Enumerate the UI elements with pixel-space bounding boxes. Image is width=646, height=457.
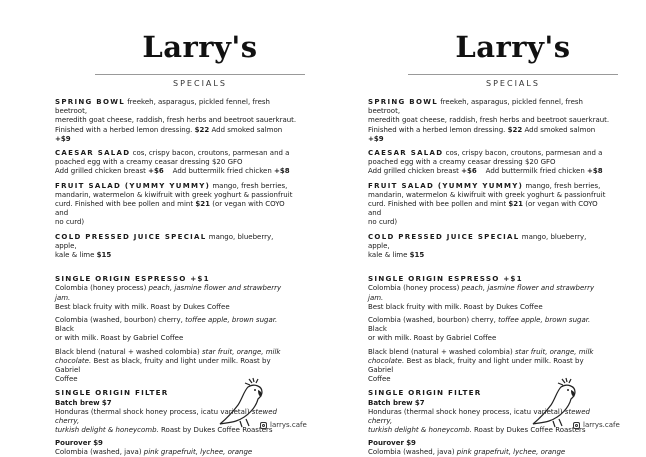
- specials-heading: SPECIALS: [486, 79, 540, 88]
- divider: [95, 74, 305, 75]
- filter-section: SINGLE ORIGIN FILTER Batch brew $7 Honduras (thermal shock honey process, icatu varietal) stewed cherry, turkish delight & honeycomb. Roast by Dukes Coffee Roasters Pourover $9 Colombia (washed, java) pink grapefruit, lychee, orange: [55, 388, 278, 456]
- logo: Larry's: [455, 30, 571, 64]
- menu-panel-right: [368, 0, 646, 457]
- filter-section: SINGLE ORIGIN FILTER Batch brew $7 Honduras (thermal shock honey process, icatu varietal) stewed cherry, turkish delight & honeycomb. Roast by Dukes Coffee Roasters Pourover $9 Colombia (washed, java) pink grapefruit, lychee, orange: [368, 388, 591, 456]
- divider: [408, 74, 618, 75]
- menu-item-fruit-salad: FRUIT SALAD (YUMMY YUMMY) mango, fresh berries, mandarin, watermelon & kiwifruit with greek yoghurt & passionfruit curd. Finished with bee pollen and mint $21 (or vegan with COYO and no curd): [368, 181, 606, 227]
- menu-panel-left: [55, 0, 345, 457]
- menu-item-cold-pressed-juice: COLD PRESSED JUICE SPECIAL mango, blueberry, apple, kale & lime $15: [368, 232, 587, 260]
- espresso-section: SINGLE ORIGIN ESPRESSO +$1 Colombia (honey process) peach, jasmine flower and strawberry jam. Best black fruity with milk. Roast by Dukes Coffee Colombia (washed, bourbon) cherry, toffee apple, brown sugar. Black or with milk. Roast by Gabriel Coffee Black blend (natural + washed colombia) star fruit, orange, milk chocolate. Best as black, fruity and light under milk. Roast by Gabriel Coffee: [368, 274, 595, 384]
- menu-item-caesar-salad: CAESAR SALAD cos, crispy bacon, croutons, parmesan and a poached egg with a creamy ceasar dressing $20 GFO Add grilled chicken breast +$6 Add buttermilk fried chicken +$8: [55, 149, 290, 176]
- menu-item-spring-bowl: SPRING BOWL freekeh, asparagus, pickled fennel, fresh beetroot, meredith goat cheese, raddish, fresh herbs and beetroot sauerkraut. Finished with a herbed lemon dressing. $22 Add smoked salmon +$9: [55, 98, 297, 143]
- menu-item-fruit-salad: FRUIT SALAD (YUMMY YUMMY) mango, fresh berries, mandarin, watermelon & kiwifruit with greek yoghurt & passionfruit curd. Finished with bee pollen and mint $21 (or vegan with COYO and no curd): [55, 181, 293, 227]
- menu-item-spring-bowl: SPRING BOWL freekeh, asparagus, pickled fennel, fresh beetroot, meredith goat cheese, raddish, fresh herbs and beetroot sauerkraut. Finished with a herbed lemon dressing. $22 Add smoked salmon +$9: [368, 98, 610, 143]
- instagram-handle[interactable]: larrys.cafe: [260, 421, 307, 429]
- logo: Larry's: [142, 30, 258, 64]
- instagram-icon: [573, 422, 580, 429]
- espresso-section: SINGLE ORIGIN ESPRESSO +$1 Colombia (honey process) peach, jasmine flower and strawberry jam. Best black fruity with milk. Roast by Dukes Coffee Colombia (washed, bourbon) cherry, toffee apple, brown sugar. Black or with milk. Roast by Gabriel Coffee Black blend (natural + washed colombia) star fruit, orange, milk chocolate. Best as black, fruity and light under milk. Roast by Gabriel Coffee: [55, 274, 282, 384]
- menu-item-caesar-salad: CAESAR SALAD cos, crispy bacon, croutons, parmesan and a poached egg with a creamy ceasar dressing $20 GFO Add grilled chicken breast +$6 Add buttermilk fried chicken +$8: [368, 149, 603, 176]
- instagram-icon: [260, 422, 267, 429]
- instagram-handle[interactable]: larrys.cafe: [573, 421, 620, 429]
- specials-heading: SPECIALS: [173, 79, 227, 88]
- menu-item-cold-pressed-juice: COLD PRESSED JUICE SPECIAL mango, blueberry, apple, kale & lime $15: [55, 232, 274, 260]
